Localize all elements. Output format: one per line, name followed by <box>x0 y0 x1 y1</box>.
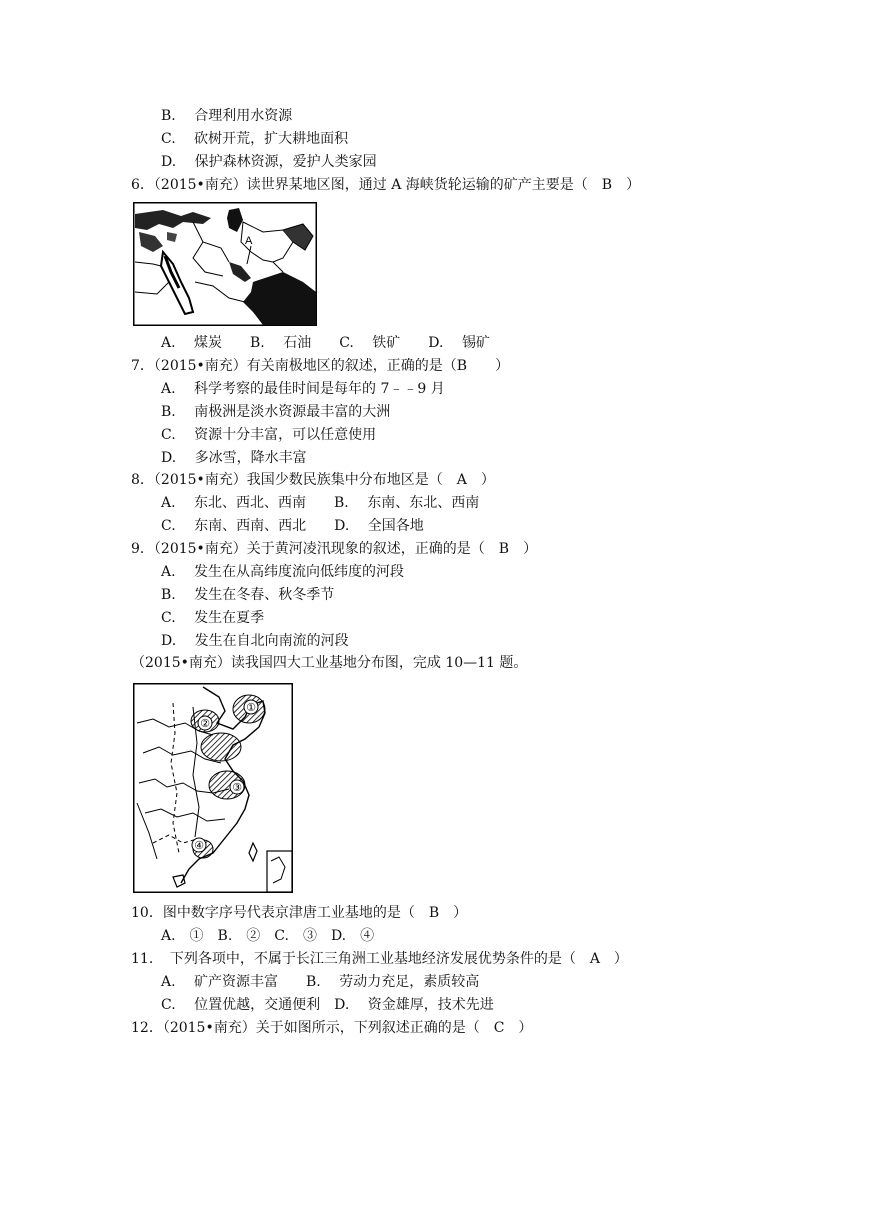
q11-options-row1: A. 矿产资源丰富 B. 劳动力充足，素质较高 <box>161 974 480 990</box>
q9-option-d: D. 发生在自北向南流的河段 <box>161 633 349 649</box>
q12-stem: 12．（2015•南充）关于如图所示，下列叙述正确的是（ C ） <box>131 1020 533 1036</box>
q8-options-row2: C. 东南、西南、西北 D. 全国各地 <box>161 518 424 534</box>
industrial-base-map <box>133 683 293 893</box>
base-label-3: ③ <box>232 781 242 794</box>
world-region-map <box>133 202 317 326</box>
q10-stem: 10．图中数字序号代表京津唐工业基地的是（ B ） <box>131 905 468 921</box>
q5-option-b: B. 合理利用水资源 <box>161 108 293 124</box>
q9-option-b: B. 发生在冬春、秋冬季节 <box>161 587 335 603</box>
q7-option-d: D. 多冰雪，降水丰富 <box>161 450 307 466</box>
q5-option-c: C. 砍树开荒，扩大耕地面积 <box>161 131 349 147</box>
intro-10-11: （2015•南充）读我国四大工业基地分布图，完成 10—11 题。 <box>131 655 528 671</box>
q6-options: A. 煤炭 B. 石油 C. 铁矿 D. 锡矿 <box>161 335 490 351</box>
strait-label-a: A <box>245 235 253 247</box>
q9-stem: 9．（2015•南充）关于黄河凌汛现象的叙述，正确的是（ B ） <box>131 541 538 557</box>
base-label-4: ④ <box>194 839 204 852</box>
q9-option-a: A. 发生在从高纬度流向低纬度的河段 <box>161 564 405 580</box>
q8-options-row1: A. 东北、西北、西南 B. 东南、东北、西南 <box>161 495 480 511</box>
q7-stem: 7．（2015•南充）有关南极地区的叙述，正确的是（B ） <box>131 358 510 374</box>
base-label-1: ① <box>246 701 256 714</box>
q11-options-row2: C. 位置优越，交通便利 D. 资金雄厚，技术先进 <box>161 997 494 1013</box>
base-label-2: ② <box>200 717 210 730</box>
q7-option-a: A. 科学考察的最佳时间是每年的 7﹣﹣9 月 <box>161 381 445 397</box>
q7-option-b: B. 南极洲是淡水资源最丰富的大洲 <box>161 404 391 420</box>
q7-option-c: C. 资源十分丰富，可以任意使用 <box>161 427 377 443</box>
q11-stem: 11． 下列各项中，不属于长江三角洲工业基地经济发展优势条件的是（ A ） <box>131 951 628 967</box>
q9-option-c: C. 发生在夏季 <box>161 610 265 626</box>
q10-options: A. ① B. ② C. ③ D. ④ <box>161 928 375 944</box>
q8-stem: 8．（2015•南充）我国少数民族集中分布地区是（ A ） <box>131 472 495 488</box>
q6-stem: 6．（2015•南充）读世界某地区图，通过 A 海峡货轮运输的矿产主要是（ B ） <box>131 177 641 193</box>
q5-option-d: D. 保护森林资源，爱护人类家园 <box>161 154 377 170</box>
